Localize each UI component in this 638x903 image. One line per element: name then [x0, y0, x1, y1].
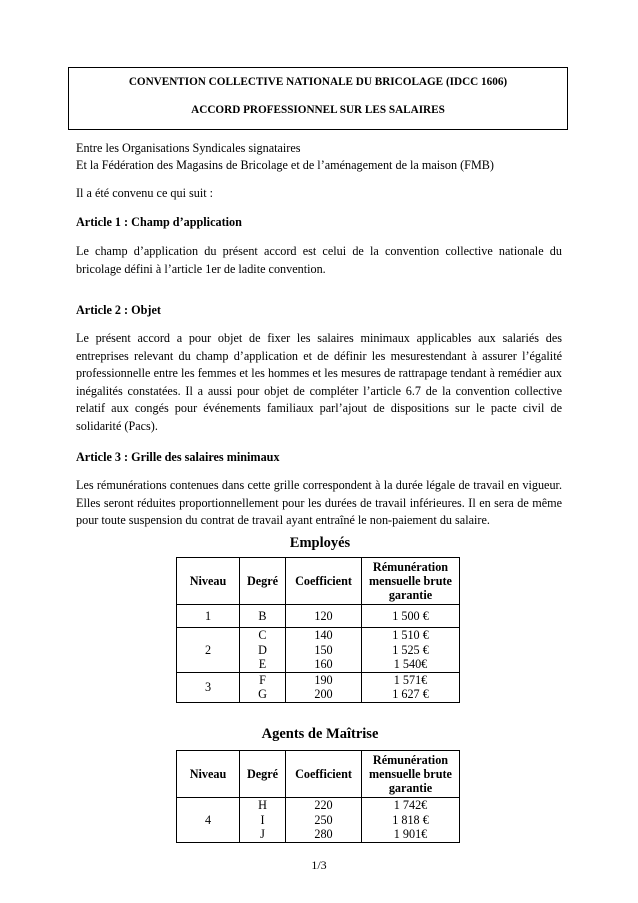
maitrise-heading: Agents de Maîtrise [261, 726, 379, 742]
article-3-title: Article 3 : Grille des salaires minimaux [76, 450, 280, 464]
col-niveau: Niveau [177, 558, 240, 605]
table-row [177, 628, 460, 673]
intro-agreed: Il a été convenu ce qui suit : [76, 186, 214, 200]
article-2-body: Le présent accord a pour objet de fixer les salaires minimaux applicables aux salariés des entreprises relevant du champ d’application et de définir les mesurestendant à assurer l’égalité professionnelle entre les femmes et les hommes et les mesures de rattrapage tendant à remédier aux inégalités constatées. Il a aussi pour objet de compléter l’article 6.7 de la convention collective relatif aux congés pour événements familiaux parl’ajout de dispositions sur le pacte civil de solidarité (Pacs). [76, 331, 562, 433]
col-remuneration: Rémunération mensuelle brute garantie [362, 558, 460, 605]
maitrise-table [176, 750, 460, 843]
coefficient-cell: 190 200 [286, 672, 362, 702]
col-coefficient: Coefficient [286, 558, 362, 605]
niveau-cell: 3 [177, 672, 240, 702]
intro-line-2: Et la Fédération des Magasins de Bricolage et de l’aménagement de la maison (FMB) [76, 158, 494, 172]
intro-line-1: Entre les Organisations Syndicales signataires [76, 141, 301, 155]
convention-title: CONVENTION COLLECTIVE NATIONALE DU BRICOLAGE (IDCC 1606) [128, 76, 508, 88]
remuneration-cell: 1 742€ 1 818 € 1 901€ [362, 798, 460, 843]
page-number: 1/3 [311, 858, 327, 872]
coefficient-cell: 120 [286, 605, 362, 628]
table-header-row [177, 558, 460, 605]
coefficient-cell: 140 150 160 [286, 628, 362, 673]
table-header-row [177, 751, 460, 798]
table-row [177, 798, 460, 843]
employes-heading: Employés [289, 535, 351, 551]
table-row [177, 605, 460, 628]
niveau-cell: 2 [177, 628, 240, 673]
col-remuneration: Rémunération mensuelle brute garantie [362, 751, 460, 798]
remuneration-cell: 1 571€ 1 627 € [362, 672, 460, 702]
article-1-body: Le champ d’application du présent accord est celui de la convention collective nationale du bricolage défini à l’article 1er de ladite convention. [76, 244, 562, 276]
table-row [177, 672, 460, 702]
degre-cell: F G [240, 672, 286, 702]
niveau-cell: 1 [177, 605, 240, 628]
employes-table [176, 557, 460, 703]
degre-cell: B [240, 605, 286, 628]
degre-cell: C D E [240, 628, 286, 673]
coefficient-cell: 220 250 280 [286, 798, 362, 843]
remuneration-cell: 1 500 € [362, 605, 460, 628]
title-box [68, 67, 568, 130]
niveau-cell: 4 [177, 798, 240, 843]
col-degre: Degré [240, 558, 286, 605]
article-1-title: Article 1 : Champ d’application [76, 215, 242, 229]
col-degre: Degré [240, 751, 286, 798]
degre-cell: H I J [240, 798, 286, 843]
remuneration-cell: 1 510 € 1 525 € 1 540€ [362, 628, 460, 673]
article-2-title: Article 2 : Objet [76, 303, 161, 317]
accord-title: ACCORD PROFESSIONNEL SUR LES SALAIRES [191, 104, 445, 116]
article-3-body: Les rémunérations contenues dans cette grille correspondent à la durée légale de travail en vigueur. Elles seront réduites proportionnellement pour les durées de travail inférieures. Il en sera de même pour toute suspension du contrat de travail ayant entraîné le non-paiement du salaire. [76, 478, 562, 527]
col-niveau: Niveau [177, 751, 240, 798]
col-coefficient: Coefficient [286, 751, 362, 798]
